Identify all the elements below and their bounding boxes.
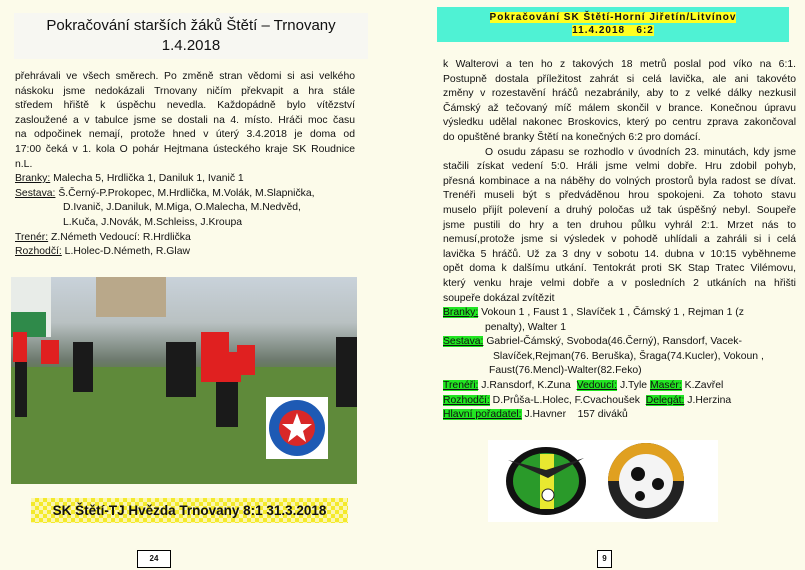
text-line: do opuštěné branky Štětí na konečných 6:2 pro domácí.	[443, 131, 701, 143]
lineup-text: D.Ivanič, J.Daniluk, M.Miga, O.Malecha, M.Nedvěd,	[63, 202, 301, 214]
goals-text: Malecha 5, Hrdlička 1, Daniluk 1, Ivanič 1	[50, 173, 244, 185]
delegate-label: Delegát:	[645, 394, 685, 406]
text-line: k Walterovi a ten ho z takových 18 metrů poslal pod víko na 6:1.	[443, 59, 796, 70]
manager-text: J.Tyle	[617, 380, 650, 392]
text-line: soupeře dokázal zvítězit	[443, 292, 555, 304]
text-line: jsme pustili do hry a ten druhou půlku vyhrál 2:1. Mrzet nás to	[443, 219, 796, 231]
text-line: na odpočinek nemají, protože hned v úterý 3.4.2018 je doma od	[15, 129, 355, 141]
lineup-text: Gabriel-Čámský, Svoboda(46.Černý), Ransdorf, Vacek-	[483, 336, 742, 348]
left-title-line1: Pokračování starších žáků Štětí – Trnovany	[46, 17, 336, 34]
text-line: který venku hraje velmi dobře a v posledních 2 utkáních na hřišti	[443, 277, 796, 289]
text-line: muselo přijít polevení a druhý poločas už tak úspěšný nebyl. Soupeře	[443, 204, 796, 216]
text-line: výsledku udělal nakonec Broskovics, který po centru zprava zakončoval	[443, 117, 796, 129]
goals-text: penalty), Walter 1	[485, 321, 567, 333]
text-line: Trenéři museli být s předváděnou hrou spokojeni. Za tohoto stavu	[443, 190, 796, 202]
goals-label: Branky:	[15, 173, 51, 185]
referee-text: L.Holec-D.Németh, R.Glaw	[61, 246, 190, 258]
left-page-title	[14, 13, 368, 59]
match-photo	[11, 277, 357, 484]
text-line: zasloužené a v tabulce jsme se dostali na 4. místo. Hráči moc času	[15, 114, 355, 126]
litvinov-logo	[608, 443, 684, 519]
club-logos-illustration	[488, 440, 718, 522]
right-article-body	[443, 58, 796, 423]
coaches-text: J.Ransdorf, K.Zuna	[478, 380, 577, 392]
left-title-line2: 1.4.2018	[161, 37, 221, 54]
text-line: O osudu zápasu se rozhodlo v úvodních 23. minutách, kdy jsme	[485, 146, 796, 158]
goals-text: Vokoun 1 , Faust 1 , Slavíček 1 , Čámský 1 , Rejman 1 (z	[478, 307, 744, 319]
text-line: Postupně dostala příležitost zahrát si celá lavička, ale ani takovéto	[443, 73, 796, 85]
coach-text: Z.Németh Vedoucí: R.Hrdlička	[48, 231, 191, 243]
text-line: 17:00 čeká v 1. kola O pohár Hejtmana ústeckého kraje SK Roudnice	[15, 143, 355, 155]
left-paragraph	[15, 70, 355, 172]
page-number-left: 24	[137, 550, 171, 568]
referee-label: Rozhodčí:	[15, 246, 62, 258]
goals-label: Branky:	[443, 307, 479, 319]
club-logos	[488, 440, 718, 522]
right-paragraph-2	[443, 146, 796, 307]
text-line: náskoku jsme nedokázali Trnovany ničím překvapit a hra stále	[15, 85, 355, 97]
text-line: přesná kombinace a na náběhy do volných prostorů byla radost se dívat.	[443, 175, 796, 187]
manager-label: Vedoucí:	[576, 380, 618, 392]
trnovany-logo	[266, 397, 328, 459]
masseur-text: K.Zavřel	[681, 380, 724, 392]
text-line: středem hřiště k úspěchu nevedla. Každopádně bylo vítězství	[15, 100, 355, 112]
masseur-label: Masér:	[649, 380, 682, 392]
lineup-text: Slavíček,Rejman(76. Beruška), Šraga(74.Kucler), Vokoun ,	[493, 350, 764, 362]
right-title-line2: 11.4.2018 6:2	[572, 25, 654, 36]
right-page-title	[437, 7, 789, 42]
organizer-label: Hlavní pořadatel:	[443, 409, 522, 421]
referees-text: D.Průša-L.Holec, F.Cvachoušek	[489, 394, 646, 406]
lineup-text: Š.Černý-P.Prokopec, M.Hrdlička, M.Volák, M.Slapnička,	[55, 187, 315, 199]
text-line: stačili získat vedení 5:0. Hráli jsme velmi dobře. Hru zdobil pohyb,	[443, 161, 796, 173]
lineup-text: Faust(76.Mencl)-Walter(82.Feko)	[489, 365, 642, 377]
photo-caption: SK Štětí-TJ Hvězda Trnovany 8:1 31.3.2018	[31, 498, 348, 523]
text-line: lavička 5 hráčů. Už za 3 dny v sobotu 14. dubna v 10:15 vyběhneme	[443, 248, 796, 260]
right-paragraph-1	[443, 58, 796, 146]
referees-label: Rozhodčí:	[443, 394, 490, 406]
organizer-text: J.Havner 157 diváků	[521, 409, 628, 421]
left-article-body	[15, 70, 355, 260]
text-line: opět doma k dalšímu utkání. Tentokrát proti SK Stap Tratec Vilémovu,	[443, 263, 796, 275]
right-title-line1: Pokračování SK Štětí-Horní Jiřetín/Litvínov	[489, 12, 737, 23]
text-line: Čámský až tečovaný míč málem skončil v brance. Konečnou úpravu	[443, 102, 796, 114]
lineup-text: L.Kuča, J.Novák, M.Schleiss, J.Kroupa	[63, 216, 243, 228]
text-line: nemusí,protože jsme si výsledek v pohodě uhlídali a zahráli si i celá	[443, 234, 796, 246]
page-number-right: 9	[597, 550, 612, 568]
text-line: n.L.	[15, 158, 33, 170]
match-photo-illustration	[11, 277, 357, 484]
text-line: změny v rozestavění hráčů nezabránily, aby to z velké dálky nezkusil	[443, 88, 796, 100]
lineup-label: Sestava:	[443, 336, 484, 348]
coach-label: Trenér:	[15, 231, 49, 243]
horni-jiretin-logo	[506, 447, 586, 515]
lineup-label: Sestava:	[15, 187, 56, 199]
coaches-label: Trenéři:	[443, 380, 479, 392]
text-line: přehrávali ve všech směrech. Po změně stran vědomi si asi velkého	[15, 71, 355, 82]
delegate-text: J.Herzina	[684, 394, 732, 406]
